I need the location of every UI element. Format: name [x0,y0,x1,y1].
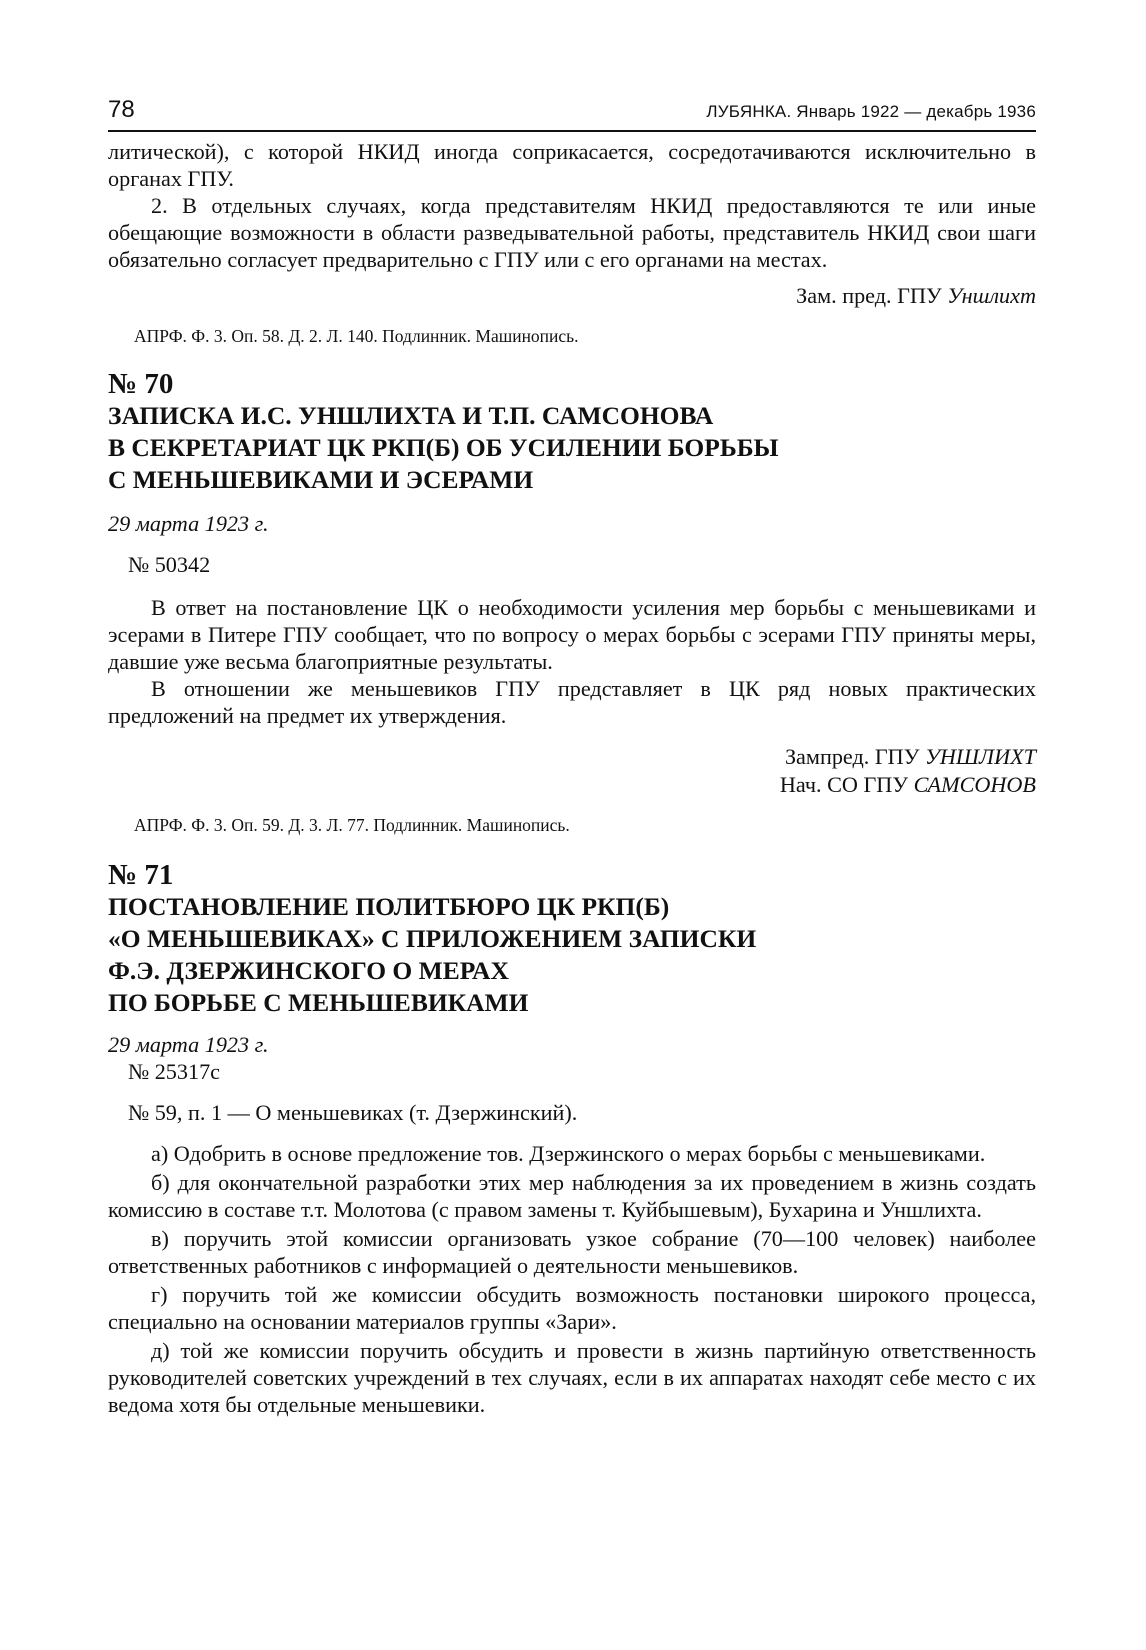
doc70-title-line-2: В СЕКРЕТАРИАТ ЦК РКП(Б) ОБ УСИЛЕНИИ БОРЬБЫ [108,433,779,462]
doc70-signature-1 [108,743,1036,771]
doc69-signature-name: Уншлихт [947,283,1036,308]
running-head [108,96,1036,132]
doc70-paragraph-1: В ответ на постановление ЦК о необходимости усиления мер борьбы с меньшевиками и эсерами в Питере ГПУ сообщает, что по вопросу о мерах борьбы с эсерами ГПУ приняты меры, давшие уже весьма благоприятные результаты. [108,595,1036,674]
doc70-title-line-3: С МЕНЬШЕВИКАМИ И ЭСЕРАМИ [108,465,534,494]
doc71-title-line-4: ПО БОРЬБЕ С МЕНЬШЕВИКАМИ [108,988,529,1017]
doc71-number: № 71 [108,859,174,891]
doc71-title-line-2: «О МЕНЬШЕВИКАХ» С ПРИЛОЖЕНИЕМ ЗАПИСКИ [108,924,757,953]
doc70-title-line-1: ЗАПИСКА И.С. УНШЛИХТА И Т.П. САМСОНОВА [108,401,714,430]
doc69-paragraph-2: 2. В отдельных случаях, когда представителям НКИД предоставляются те или иные обещающие возможности в области разведывательной работы, представитель НКИД свои шаги обязательно согласует предварительно с ГПУ или с его органами на местах. [108,193,1036,272]
doc70 [108,368,1036,837]
doc70-signature-2 [108,771,1036,799]
doc71-item-c: в) поручить этой комиссии организовать узкое собрание (70—100 человек) наиболее ответственных работников с информацией о деятельности меньшевиков. [108,1226,1036,1278]
doc71-item-d: г) поручить той же комиссии обсудить возможность постановки широкого процесса, специально на основании материалов группы «Зари». [108,1282,1036,1334]
doc71-date: 29 марта 1923 г. [108,1032,269,1057]
doc70-reg-number: № 50342 [128,552,211,577]
doc70-archive-source: АПРФ. Ф. 3. Оп. 59. Д. 3. Л. 77. Подлинник. Машинопись. [134,815,570,835]
doc69-archive-source: АПРФ. Ф. 3. Оп. 58. Д. 2. Л. 140. Подлинник. Машинопись. [134,326,579,346]
doc70-signatures [108,743,1036,799]
doc70-signature-1-name: УНШЛИХТ [924,744,1036,769]
doc70-date: 29 марта 1923 г. [108,511,269,536]
doc70-number: № 70 [108,368,174,400]
doc71-item-heading: № 59, п. 1 — О меньшевиках (т. Дзержинский). [128,1100,578,1125]
doc70-signature-1-role: Зампред. ГПУ [784,744,920,769]
doc71-title-line-1: ПОСТАНОВЛЕНИЕ ПОЛИТБЮРО ЦК РКП(Б) [108,892,670,921]
doc70-signature-2-role: Нач. СО ГПУ [779,772,909,797]
doc70-signature-2-name: САМСОНОВ [913,772,1036,797]
doc71-title-line-3: Ф.Э. ДЗЕРЖИНСКОГО О МЕРАХ [108,956,509,985]
doc69-signature [108,282,1036,310]
doc71-reg-number: № 25317с [128,1059,221,1084]
doc70-paragraph-2: В отношении же меньшевиков ГПУ представляет в ЦК ряд новых практических предложений на предмет их утверждения. [108,676,1036,728]
doc69-tail [108,138,1036,348]
page-number: 78 [108,96,135,123]
doc71-item-a: а) Одобрить в основе предложение тов. Дзержинского о мерах борьбы с меньшевиками. [151,1141,986,1166]
doc71 [108,859,1036,1418]
book-page [108,96,1036,1418]
doc69-paragraph-1: литической), с которой НКИД иногда соприкасается, сосредотачиваются исключительно в органах ГПУ. [108,139,1036,191]
running-title: ЛУБЯНКА. Январь 1922 — декабрь 1936 [706,102,1036,121]
doc69-signature-role: Зам. пред. ГПУ [796,283,942,308]
doc71-item-b: б) для окончательной разработки этих мер наблюдения за их проведением в жизнь создать комиссию в составе т.т. Молотова (с правом замены т. Куйбышевым), Бухарина и Уншлихта. [108,1170,1036,1222]
doc71-items [108,1140,1036,1418]
doc71-item-e: д) той же комиссии поручить обсудить и провести в жизнь партийную ответственность руководителей советских учреждений в тех случаях, если в их аппаратах находят себе место с их ведома хотя бы отдельные меньшевики. [108,1338,1036,1417]
